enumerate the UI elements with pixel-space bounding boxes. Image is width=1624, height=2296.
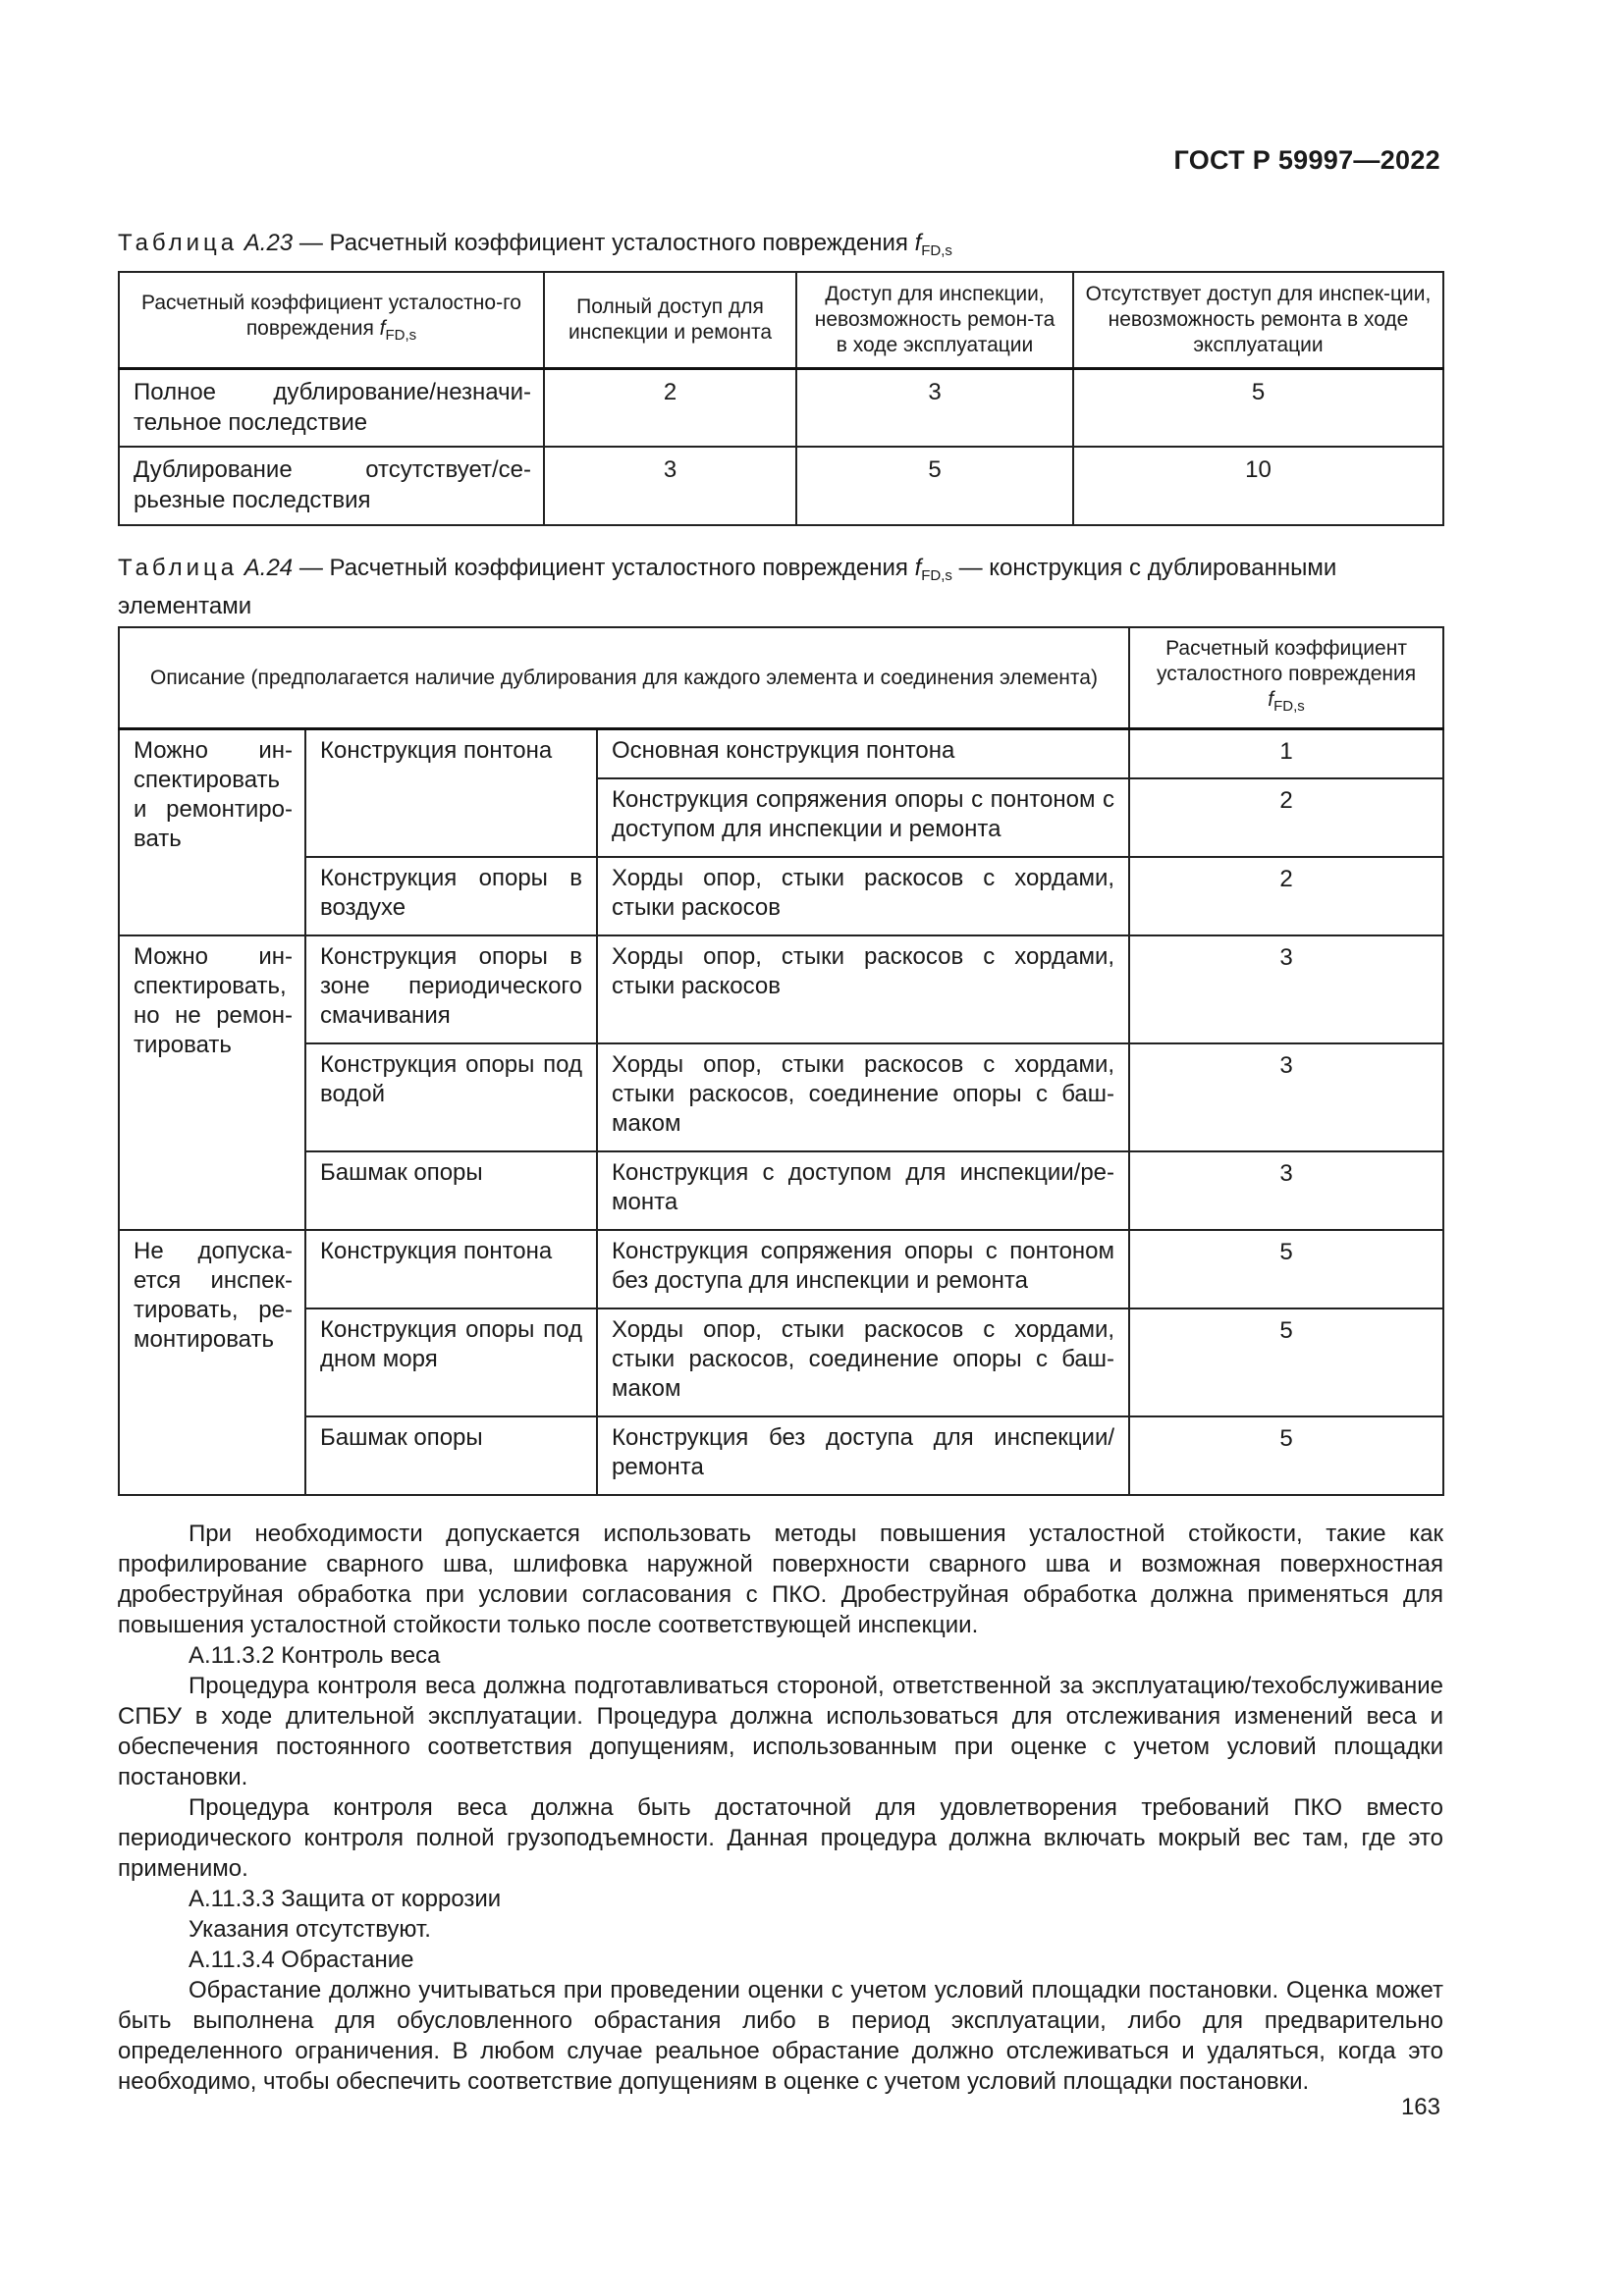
value-cell: 2 bbox=[1129, 857, 1443, 935]
detail-cell: Основная конструкция понтона bbox=[597, 729, 1129, 778]
structure-cell: Башмак опоры bbox=[305, 1151, 597, 1230]
paragraph: Процедура контроля веса должна подготавливаться стороной, ответственной за эксплуатацию/техобслуживание СПБУ в ходе длительной эксплуатации. Процедура должна использоваться для отслеживания изменений веса и обеспечения постоянного соответствия допущениям, использованным при оценке с учетом условий площадки постановки. bbox=[118, 1673, 1443, 1790]
detail-cell: Хорды опор, стыки раскосов с хордами, стыки раскосов bbox=[597, 857, 1129, 935]
detail-cell: Конструкция без доступа для инспекции/ ремонта bbox=[597, 1416, 1129, 1495]
detail-cell: Хорды опор, стыки раскосов с хордами, стыки раскосов, соединение опоры с баш-маком bbox=[597, 1308, 1129, 1416]
header-cell: Полный доступ для инспекции и ремонта bbox=[544, 272, 796, 368]
detail-cell: Хорды опор, стыки раскосов с хордами, стыки раскосов bbox=[597, 935, 1129, 1043]
table-row bbox=[119, 1043, 1443, 1151]
table-header-row bbox=[119, 272, 1443, 368]
table-a24-caption bbox=[118, 553, 1441, 621]
structure-cell: Конструкция понтона bbox=[305, 729, 597, 857]
value-cell: 5 bbox=[1073, 368, 1443, 447]
table-header-row bbox=[119, 627, 1443, 729]
caption-symbol: f bbox=[914, 555, 922, 581]
value-cell: 2 bbox=[1129, 778, 1443, 857]
table-row bbox=[119, 447, 1443, 525]
paragraph: Процедура контроля веса должна быть достаточной для удовлетворения требований ПКО вместо периодического контроля полной грузоподъемности. Данная процедура должна включать мокрый вес там, где это применимо. bbox=[118, 1794, 1443, 1882]
detail-cell: Конструкция сопряжения опоры с понтоном с доступом для инспекции и ремонта bbox=[597, 778, 1129, 857]
header-cell: Отсутствует доступ для инспек-ции, невозможность ремонта в ходе эксплуатации bbox=[1073, 272, 1443, 368]
detail-cell: Хорды опор, стыки раскосов с хордами, стыки раскосов, соединение опоры с баш-маком bbox=[597, 1043, 1129, 1151]
table-a24 bbox=[118, 626, 1444, 1496]
caption-subscript: FD,s bbox=[921, 567, 952, 584]
caption-number: А.23 bbox=[244, 230, 294, 256]
table-row bbox=[119, 1416, 1443, 1495]
value-cell: 10 bbox=[1073, 447, 1443, 525]
value-cell: 5 bbox=[1129, 1230, 1443, 1308]
header-cell: Описание (предполагается наличие дублирования для каждого элемента и соединения элемента) bbox=[119, 627, 1129, 729]
table-row bbox=[119, 368, 1443, 447]
value-cell: 3 bbox=[1129, 935, 1443, 1043]
value-cell: 3 bbox=[1129, 1043, 1443, 1151]
body-text bbox=[118, 1519, 1443, 2097]
value-cell: 3 bbox=[796, 368, 1073, 447]
paragraph: Обрастание должно учитываться при проведении оценки с учетом условий площадки постановки. Оценка может быть выполнена для обусловленного обрастания либо в период эксплуатации, либо для предварительно определенного ограничения. В любом случае реальное обрастание должно отслеживаться и удаляться, когда это необходимо, чтобы обеспечить соответствие допущениям в оценке с учетом условий площадки постановки. bbox=[118, 1977, 1443, 2095]
caption-subscript: FD,s bbox=[921, 242, 952, 259]
structure-cell: Конструкция понтона bbox=[305, 1230, 597, 1308]
structure-cell: Конструкция опоры в зоне периодического смачивания bbox=[305, 935, 597, 1043]
value-cell: 1 bbox=[1129, 729, 1443, 778]
value-cell: 3 bbox=[1129, 1151, 1443, 1230]
value-cell: 5 bbox=[796, 447, 1073, 525]
section-heading: А.11.3.2 Контроль веса bbox=[189, 1642, 441, 1669]
group-cell: Можно ин-спектировать, но не ремон-тировать bbox=[119, 935, 305, 1230]
table-row bbox=[119, 857, 1443, 935]
caption-number: А.24 bbox=[244, 555, 294, 581]
row-label: Полное дублирование/незначи-тельное последствие bbox=[119, 368, 544, 447]
structure-cell: Конструкция опоры в воздухе bbox=[305, 857, 597, 935]
table-row bbox=[119, 1308, 1443, 1416]
table-a23-caption bbox=[118, 228, 1441, 266]
table-row bbox=[119, 729, 1443, 778]
header-cell: Расчетный коэффициент усталостно-го повреждения $f_{FD,s}$ bbox=[119, 272, 544, 368]
table-row bbox=[119, 1151, 1443, 1230]
detail-cell: Конструкция сопряжения опоры с понтоном без доступа для инспекции и ремонта bbox=[597, 1230, 1129, 1308]
caption-tail: — конструкция с дублированными элементами bbox=[118, 555, 1337, 619]
caption-prefix: Таблица bbox=[118, 555, 239, 581]
header-cell: Доступ для инспекции, невозможность ремон-та в ходе эксплуатации bbox=[796, 272, 1073, 368]
group-cell: Можно ин-спектировать и ремонтиро-вать bbox=[119, 729, 305, 935]
caption-text: — Расчетный коэффициент усталостного повреждения bbox=[293, 230, 915, 256]
value-cell: 3 bbox=[544, 447, 796, 525]
detail-cell: Конструкция с доступом для инспекции/ре-монта bbox=[597, 1151, 1129, 1230]
paragraph: Указания отсутствуют. bbox=[189, 1916, 431, 1943]
paragraph: При необходимости допускается использовать методы повышения усталостной стойкости, такие как профилирование сварного шва, шлифовка наружной поверхности сварного шва и возможная поверхностная дробеструйная обработка при условии согласования с ПКО. Дробеструйная обработка должна применяться для повышения усталостной стойкости только после соответствующей инспекции. bbox=[118, 1521, 1443, 1638]
table-row bbox=[119, 935, 1443, 1043]
caption-text: — Расчетный коэффициент усталостного повреждения bbox=[293, 555, 915, 581]
table-row bbox=[119, 1230, 1443, 1308]
group-cell: Не допуска-ется инспек-тировать, ре-монтировать bbox=[119, 1230, 305, 1495]
structure-cell: Конструкция опоры под дном моря bbox=[305, 1308, 597, 1416]
section-heading: А.11.3.4 Обрастание bbox=[189, 1947, 414, 1973]
header-cell: Расчетный коэффициент усталостного повреждения $f_{FD,s}$ bbox=[1129, 627, 1443, 729]
table-a23 bbox=[118, 271, 1444, 526]
page-number: 163 bbox=[1400, 2094, 1440, 2120]
value-cell: 5 bbox=[1129, 1416, 1443, 1495]
structure-cell: Конструкция опоры под водой bbox=[305, 1043, 597, 1151]
value-cell: 5 bbox=[1129, 1308, 1443, 1416]
section-heading: А.11.3.3 Защита от коррозии bbox=[189, 1886, 502, 1912]
caption-symbol: f bbox=[914, 230, 922, 256]
document-code: ГОСТ Р 59997—2022 bbox=[1173, 145, 1440, 175]
row-label: Дублирование отсутствует/се-рьезные последствия bbox=[119, 447, 544, 525]
caption-prefix: Таблица bbox=[118, 230, 239, 256]
structure-cell: Башмак опоры bbox=[305, 1416, 597, 1495]
value-cell: 2 bbox=[544, 368, 796, 447]
